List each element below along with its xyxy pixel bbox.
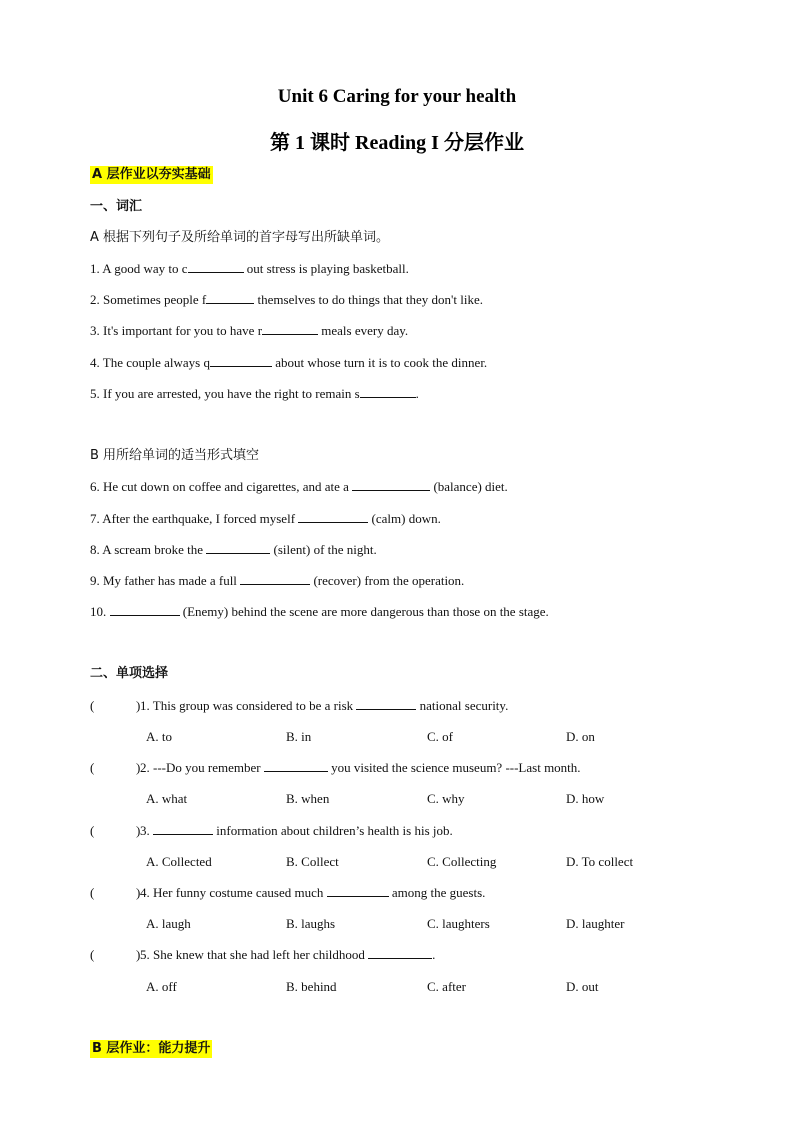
word-form-item-10: 10. (Enemy) behind the scene are more dangerous than those on the stage. xyxy=(90,604,549,619)
answer-blank[interactable] xyxy=(206,291,254,304)
answer-blank[interactable] xyxy=(356,697,416,710)
option-a[interactable]: A. what xyxy=(146,791,188,806)
answer-paren-close[interactable]: ) xyxy=(136,885,141,900)
answer-blank[interactable] xyxy=(110,603,180,616)
option-c[interactable]: C. laughters xyxy=(427,916,490,931)
option-a[interactable]: A. Collected xyxy=(146,854,212,869)
word-form-item-7: 7. After the earthquake, I forced myself (calm) down. xyxy=(90,511,441,526)
vocab-item-1: 1. A good way to c out stress is playing basketball. xyxy=(90,261,409,276)
option-b[interactable]: B. Collect xyxy=(286,854,339,869)
mc-options-4 xyxy=(146,915,706,933)
answer-paren-open[interactable]: ( xyxy=(90,823,95,838)
mc-options-3 xyxy=(146,853,706,871)
option-d[interactable]: D. out xyxy=(566,979,599,994)
option-a[interactable]: A. laugh xyxy=(146,916,191,931)
word-form-item-6: 6. He cut down on coffee and cigarettes, and ate a (balance) diet. xyxy=(90,479,508,494)
vocab-item-2: 2. Sometimes people f themselves to do things that they don't like. xyxy=(90,292,483,307)
section-a-tag: A 层作业以夯实基础 xyxy=(92,167,211,182)
option-b[interactable]: B. when xyxy=(286,791,330,806)
option-c[interactable]: C. of xyxy=(427,729,453,744)
answer-blank[interactable] xyxy=(210,354,272,367)
lesson-subtitle: 第 1 课时 Reading I 分层作业 xyxy=(270,132,524,154)
part-a-instruction: A 根据下列句子及所给单词的首字母写出所缺单词。 xyxy=(90,230,390,245)
option-b[interactable]: B. behind xyxy=(286,979,337,994)
mc-question-2: ( ) 2. ---Do you remember you visited the science museum? ---Last month. xyxy=(90,760,581,775)
vocabulary-heading: 一、词汇 xyxy=(90,199,143,214)
answer-blank[interactable] xyxy=(352,478,430,491)
answer-paren-open[interactable]: ( xyxy=(90,698,95,713)
option-a[interactable]: A. to xyxy=(146,729,172,744)
option-c[interactable]: C. after xyxy=(427,979,466,994)
answer-blank[interactable] xyxy=(264,759,328,772)
word-form-item-9: 9. My father has made a full (recover) from the operation. xyxy=(90,573,465,588)
multiple-choice-heading: 二、单项选择 xyxy=(90,666,169,681)
answer-paren-open[interactable]: ( xyxy=(90,885,95,900)
option-d[interactable]: D. To collect xyxy=(566,854,634,869)
word-form-item-8: 8. A scream broke the (silent) of the night. xyxy=(90,542,377,557)
option-b[interactable]: B. in xyxy=(286,729,312,744)
mc-question-3: ( ) 3. information about children’s health is his job. xyxy=(90,823,453,838)
option-d[interactable]: D. laughter xyxy=(566,916,625,931)
answer-blank[interactable] xyxy=(298,510,368,523)
answer-blank[interactable] xyxy=(188,260,244,273)
mc-question-5: ( ) 5. She knew that she had left her childhood . xyxy=(90,947,436,962)
section-b-tag: B 层作业：能力提升 xyxy=(92,1041,211,1056)
mc-options-5 xyxy=(146,978,706,996)
answer-blank[interactable] xyxy=(327,884,389,897)
answer-blank[interactable] xyxy=(153,822,213,835)
option-c[interactable]: C. why xyxy=(427,791,465,806)
answer-paren-open[interactable]: ( xyxy=(90,947,95,962)
option-c[interactable]: C. Collecting xyxy=(427,854,497,869)
answer-paren-open[interactable]: ( xyxy=(90,760,95,775)
answer-paren-close[interactable]: ) xyxy=(136,698,141,713)
answer-paren-close[interactable]: ) xyxy=(136,823,141,838)
answer-blank[interactable] xyxy=(368,946,432,959)
option-d[interactable]: D. on xyxy=(566,729,595,744)
answer-blank[interactable] xyxy=(240,572,310,585)
unit-title: Unit 6 Caring for your health xyxy=(277,86,517,107)
answer-blank[interactable] xyxy=(360,385,416,398)
mc-question-4: ( ) 4. Her funny costume caused much among the guests. xyxy=(90,885,486,900)
option-b[interactable]: B. laughs xyxy=(286,916,336,931)
mc-options-1 xyxy=(146,728,706,746)
answer-paren-close[interactable]: ) xyxy=(136,947,141,962)
mc-question-1: ( ) 1. This group was considered to be a risk national security. xyxy=(90,698,509,713)
option-a[interactable]: A. off xyxy=(146,979,177,994)
answer-blank[interactable] xyxy=(262,322,318,335)
vocab-item-4: 4. The couple always q about whose turn it is to cook the dinner. xyxy=(90,355,488,370)
answer-paren-close[interactable]: ) xyxy=(136,760,141,775)
mc-options-2 xyxy=(146,790,706,808)
option-d[interactable]: D. how xyxy=(566,791,605,806)
vocab-item-5: 5. If you are arrested, you have the right to remain s . xyxy=(90,386,419,401)
vocab-item-3: 3. It's important for you to have r meals every day. xyxy=(90,323,409,338)
part-b-instruction: B 用所给单词的适当形式填空 xyxy=(90,448,260,463)
answer-blank[interactable] xyxy=(206,541,270,554)
